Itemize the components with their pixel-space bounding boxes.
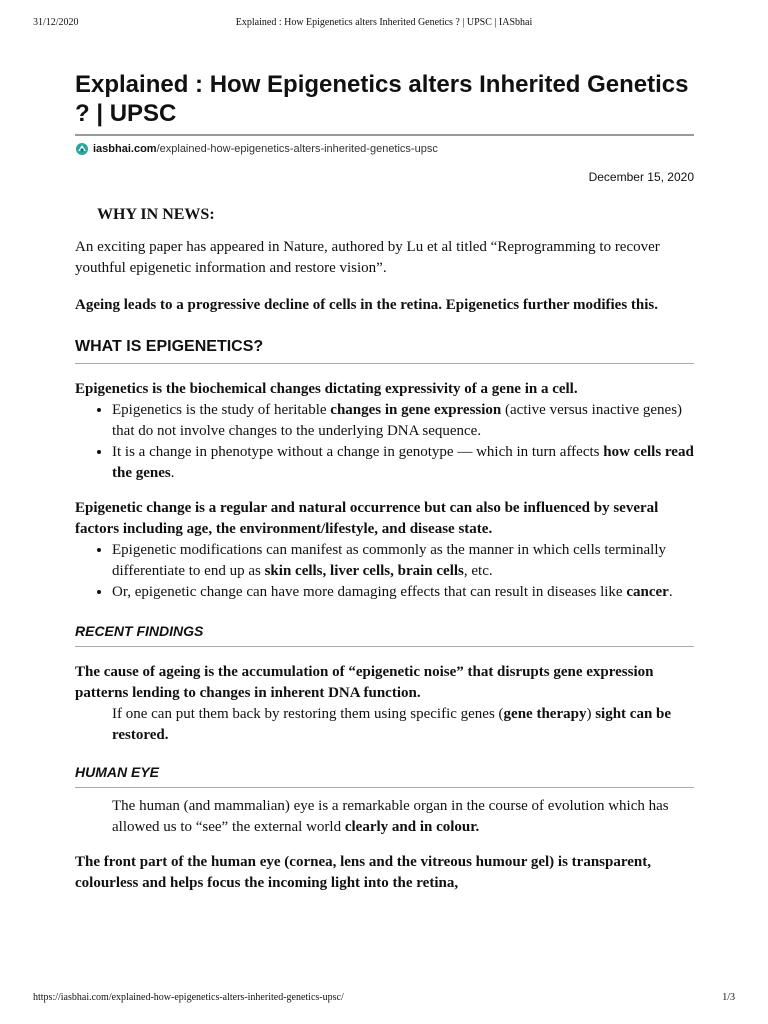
ageing-cause-paragraph: The cause of ageing is the accumulation of “epigenetic noise” that disrupts gene expression patterns lending to changes in inherent DNA function. [75, 664, 654, 701]
source-link[interactable] [75, 142, 694, 156]
section-divider [75, 363, 694, 364]
epigenetics-definition: Epigenetics is the biochemical changes dictating expressivity of a gene in a cell. [75, 381, 578, 397]
print-footer [33, 992, 735, 1006]
page-number: 1/3 [722, 992, 735, 1003]
article [75, 70, 694, 894]
section-heading-epigenetics: WHAT IS EPIGENETICS? [75, 338, 264, 355]
site-logo-icon [75, 142, 89, 156]
epigenetic-change-list [75, 540, 694, 603]
epigenetic-change-paragraph: Epigenetic change is a regular and natural occurrence but can also be influenced by several factors including age, the environment/lifestyle, and disease state. [75, 500, 659, 537]
gene-therapy-paragraph: If one can put them back by restoring them using specific genes (gene therapy) sight can be restored. [112, 706, 672, 743]
print-title: Explained : How Epigenetics alters Inherited Genetics ? | UPSC | IASbhai [235, 17, 533, 28]
intro-paragraph: An exciting paper has appeared in Nature, authored by Lu et al titled “Reprogramming to recover youthful epigenetic information and restore vision”. [75, 239, 660, 276]
list-item: • Epigenetics is the study of heritable changes in gene expression (active versus inactive genes) that do not involve changes to the underlying DNA sequence. [112, 400, 694, 442]
footer-url[interactable]: https://iasbhai.com/explained-how-epigenetics-alters-inherited-genetics-upsc/ [33, 992, 344, 1003]
list-item: • Or, epigenetic change can have more damaging effects that can result in diseases like cancer. [112, 582, 694, 603]
list-item: • Epigenetic modifications can manifest as commonly as the manner in which cells terminally differentiate to end up as skin cells, liver cells, brain cells, etc. [112, 540, 694, 582]
human-eye-paragraph: The human (and mammalian) eye is a remarkable organ in the course of evolution which has allowed us to “see” the external world clearly and in colour. [112, 798, 669, 835]
article-title: Explained : How Epigenetics alters Inherited Genetics ? | UPSC [75, 71, 689, 127]
publish-date: December 15, 2020 [588, 170, 694, 184]
ageing-paragraph: Ageing leads to a progressive decline of cells in the retina. Epigenetics further modifies this. [75, 297, 659, 313]
title-divider [75, 134, 694, 136]
section-divider [75, 646, 694, 647]
section-divider [75, 787, 694, 788]
print-header [33, 17, 735, 31]
list-item: • It is a change in phenotype without a change in genotype — which in turn affects how cells read the genes. [112, 442, 694, 484]
front-eye-paragraph: The front part of the human eye (cornea, lens and the vitreous humour gel) is transparent, colourless and helps focus the incoming light into the retina, [75, 854, 651, 891]
section-heading-recent-findings: RECENT FINDINGS [75, 623, 204, 639]
print-date: 31/12/2020 [33, 17, 79, 28]
epigenetics-list [75, 400, 694, 484]
source-domain[interactable]: iasbhai.com [93, 143, 157, 155]
why-in-news-heading: WHY IN NEWS: [97, 206, 215, 223]
section-heading-human-eye: HUMAN EYE [75, 764, 160, 780]
source-path[interactable]: /explained-how-epigenetics-alters-inherited-genetics-upsc [156, 143, 438, 155]
